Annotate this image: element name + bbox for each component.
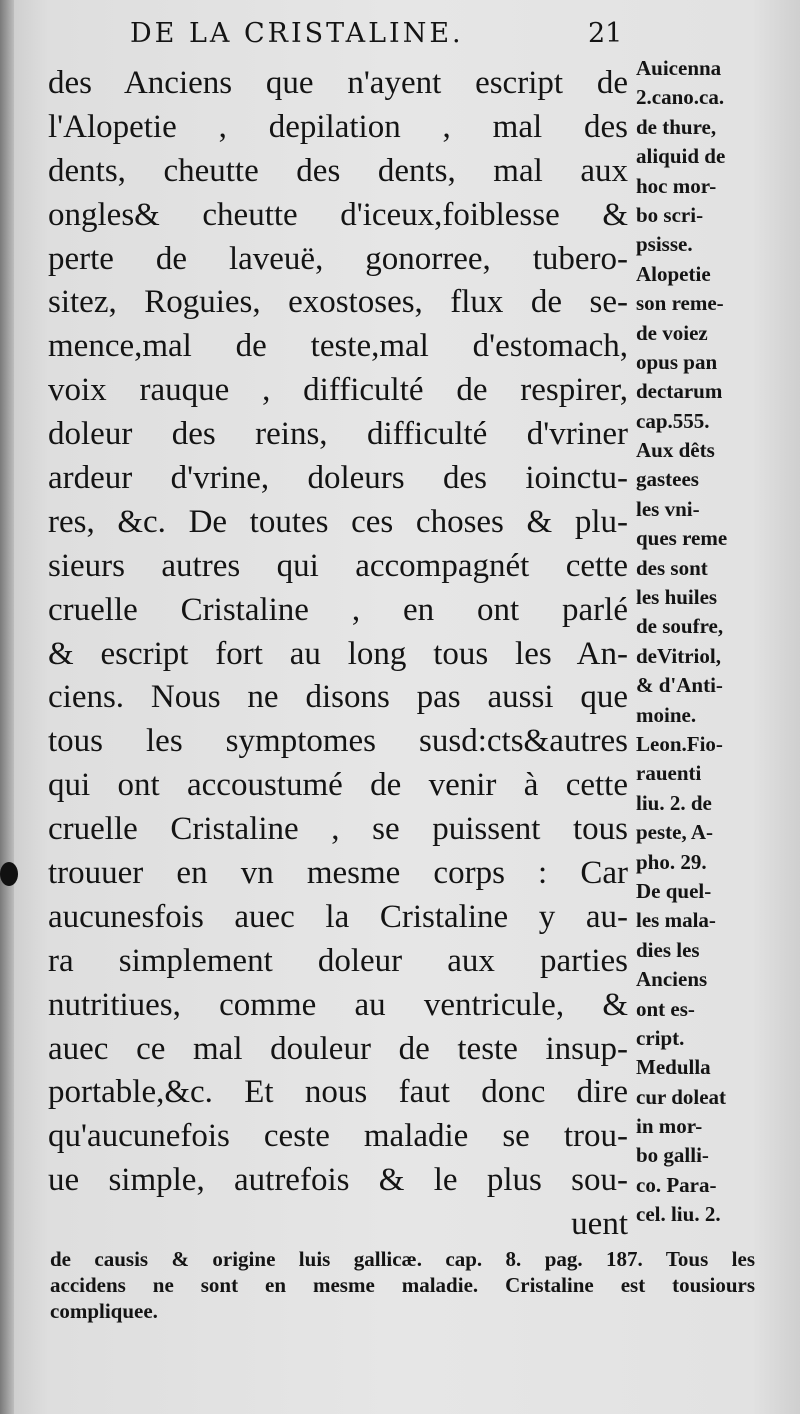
- margin-note-line: pho. 29.: [636, 849, 707, 874]
- margin-note-line: moine.: [636, 702, 697, 727]
- text-line: des Anciens que n'ayent escript de: [48, 65, 628, 101]
- main-text-block: [48, 62, 628, 1247]
- margin-note-line: Medulla: [636, 1055, 711, 1080]
- margin-note-line: liu. 2. de: [636, 790, 712, 815]
- footnote-line: compliquee.: [50, 1299, 158, 1323]
- text-line: ciens. Nous ne disons pas aussi que: [48, 679, 628, 716]
- text-line: nutritiues, comme au ventricule, &: [48, 986, 628, 1023]
- footnote: [50, 1246, 755, 1324]
- text-line: ra simplement doleur aux parties: [48, 942, 628, 979]
- margin-note-line: Alopetie: [636, 261, 711, 286]
- text-line: l'Alopetie , depilation , mal des: [48, 108, 628, 145]
- text-line: cruelle Cristaline , se puissent tous: [48, 811, 628, 848]
- text-line: qui ont accoustumé de venir à cette: [48, 767, 628, 804]
- margin-note-line: les huiles: [636, 585, 718, 610]
- margin-note-line: Anciens: [636, 967, 708, 992]
- margin-note-line: rauenti: [636, 761, 702, 786]
- margin-note-line: bo scri-: [636, 202, 704, 227]
- margin-note-line: de soufre,: [636, 614, 724, 639]
- margin-note-line: des sont: [636, 555, 708, 580]
- text-line: sieurs autres qui accompagnét cette: [48, 547, 628, 584]
- text-line: mence,mal de teste,mal d'estomach,: [48, 328, 628, 365]
- running-header: DE LA CRISTALINE.: [130, 18, 464, 49]
- margin-note-line: co. Para-: [636, 1172, 717, 1197]
- margin-note-line: cap.555.: [636, 408, 710, 433]
- text-line: uent: [571, 1206, 628, 1243]
- margin-note-line: 2.cano.ca.: [636, 85, 725, 110]
- text-line: aucunesfois auec la Cristaline y au-: [48, 898, 628, 935]
- margin-note-line: bo galli-: [636, 1143, 709, 1168]
- text-line: perte de laveuë, gonorree, tubero-: [48, 240, 628, 277]
- margin-note-line: les vni-: [636, 496, 700, 521]
- margin-note-line: & d'Anti-: [636, 673, 723, 698]
- margin-note-line: cript.: [636, 1025, 685, 1050]
- margin-note-line: son reme-: [636, 291, 724, 316]
- text-line: portable,&c. Et nous faut donc dire: [48, 1074, 628, 1111]
- margin-note-line: De quel-: [636, 878, 712, 903]
- text-line: ongles& cheutte d'iceux,foiblesse &: [48, 196, 628, 233]
- margin-note-line: deVitriol,: [636, 643, 721, 668]
- margin-note-line: in mor-: [636, 1114, 703, 1139]
- text-line: & escript fort au long tous les An-: [48, 635, 628, 672]
- margin-note-line: dies les: [636, 937, 700, 962]
- text-line: auec ce mal douleur de teste insup-: [48, 1030, 628, 1067]
- footnote-line: accidens ne sont en mesme maladie. Cristaline est tousiours: [50, 1273, 755, 1297]
- margin-note-line: hoc mor-: [636, 173, 717, 198]
- page-binding-edge: [0, 0, 14, 1414]
- margin-note-line: aliquid de: [636, 144, 726, 169]
- margin-note-line: dectarum: [636, 379, 723, 404]
- margin-note-line: cur doleat: [636, 1084, 727, 1109]
- margin-note-line: de voiez: [636, 320, 708, 345]
- margin-notes: [636, 54, 786, 1230]
- margin-note-line: Aux dêts: [636, 438, 715, 463]
- margin-note-line: les mala-: [636, 908, 716, 933]
- ink-blot: [0, 862, 18, 886]
- text-line: cruelle Cristaline , en ont parlé: [48, 591, 628, 628]
- text-line: voix rauque , difficulté de respirer,: [48, 372, 628, 409]
- margin-note-line: cel. liu. 2.: [636, 1202, 721, 1227]
- text-line: doleur des reins, difficulté d'vriner: [48, 416, 628, 453]
- text-line: res, &c. De toutes ces choses & plu-: [48, 503, 628, 540]
- margin-note-line: opus pan: [636, 349, 718, 374]
- margin-note-line: Leon.Fio-: [636, 731, 723, 756]
- text-line: trouuer en vn mesme corps : Car: [48, 855, 628, 892]
- margin-note-line: Auicenna: [636, 56, 722, 80]
- margin-note-line: peste, A-: [636, 820, 713, 845]
- margin-note-line: ques reme: [636, 526, 728, 551]
- text-line: dents, cheutte des dents, mal aux: [48, 152, 628, 189]
- text-line: tous les symptomes susd:cts&autres: [48, 723, 628, 760]
- margin-note-line: ont es-: [636, 996, 695, 1021]
- text-line: ardeur d'vrine, doleurs des ioinctu-: [48, 460, 628, 497]
- text-line: qu'aucunefois ceste maladie se trou-: [48, 1118, 628, 1155]
- page-number: 21: [588, 18, 623, 49]
- footnote-line: de causis & origine luis gallicæ. cap. 8. pag. 187. Tous les: [50, 1247, 755, 1271]
- margin-note-line: gastees: [636, 467, 699, 492]
- margin-note-line: de thure,: [636, 114, 717, 139]
- margin-note-line: psisse.: [636, 232, 693, 257]
- text-line: sitez, Roguies, exostoses, flux de se-: [48, 284, 628, 321]
- text-line: ue simple, autrefois & le plus sou-: [48, 1162, 628, 1199]
